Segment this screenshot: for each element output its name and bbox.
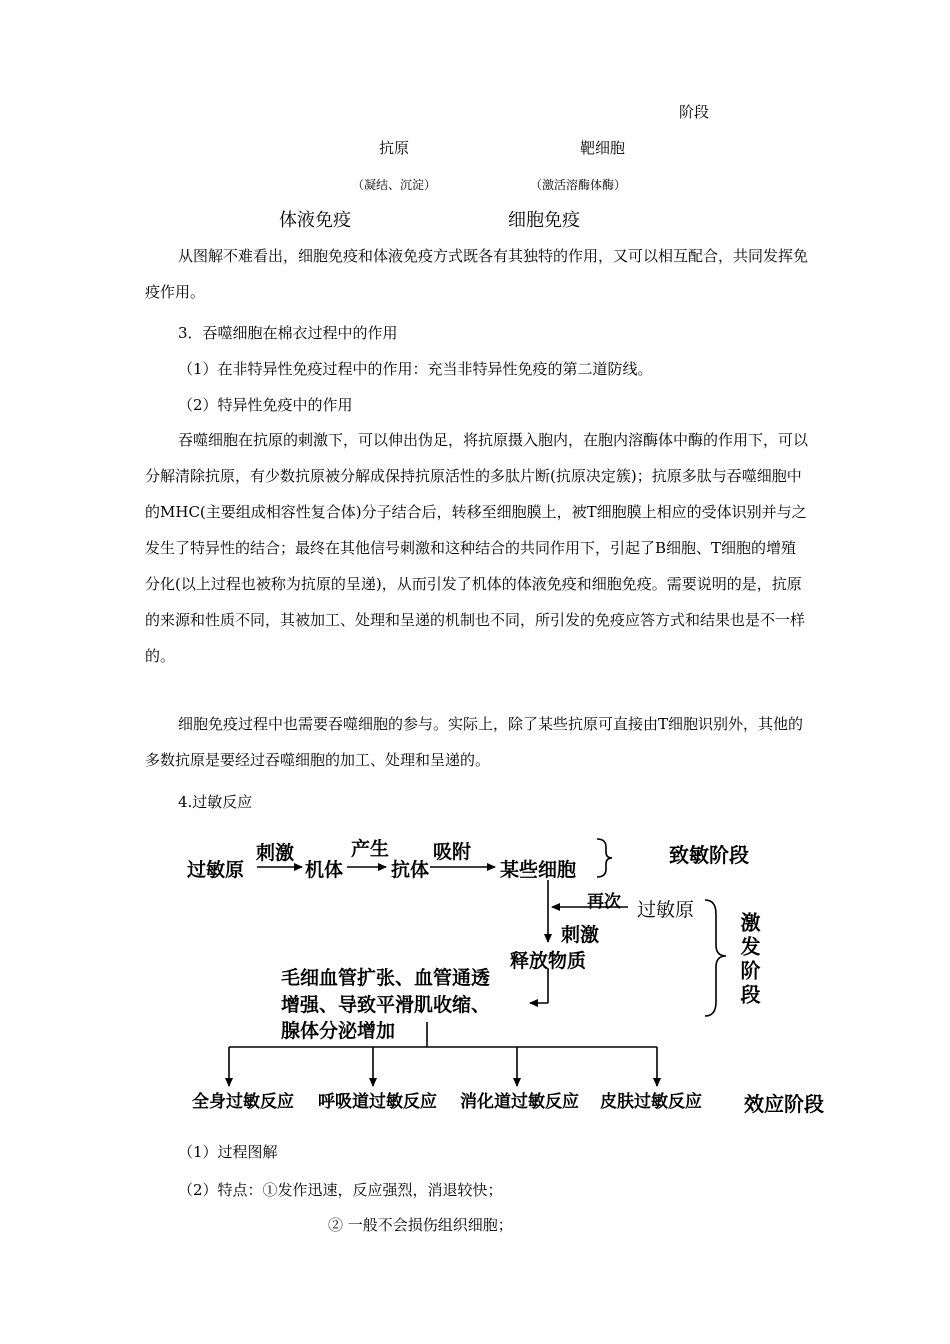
effect-stage-label: 效应阶段 bbox=[744, 1092, 824, 1116]
humoral-immunity-label: 体液免疫 bbox=[279, 210, 351, 231]
antigen-note: （凝结、沉淀） bbox=[352, 178, 437, 192]
heading-section-4: 4.过敏反应 bbox=[178, 793, 253, 811]
list-item-1: （1）在非特异性免疫过程中的作用：充当非特异性免疫的第二道防线。 bbox=[178, 360, 653, 378]
sensitization-stage-label: 致敏阶段 bbox=[669, 843, 749, 867]
stage-label: 阶段 bbox=[679, 103, 710, 121]
stimulate-label: 刺激 bbox=[256, 842, 295, 864]
reaction-systemic: 全身过敏反应 bbox=[192, 1092, 294, 1112]
cellular-immunity-label: 细胞免疫 bbox=[508, 210, 580, 231]
produce-label: 产生 bbox=[351, 838, 390, 860]
footer-item-3: ② 一般不会损伤组织细胞； bbox=[328, 1216, 513, 1234]
paragraph-cellular: 细胞免疫过程中也需要吞噬细胞的参与。实际上，除了某些抗原可直接由T细胞识别外，其他的多数抗原是要经过吞噬细胞的加工、处理和呈递的。 bbox=[145, 715, 804, 769]
effects-line-2: 增强、导致平滑肌收缩、 bbox=[281, 994, 491, 1016]
footer-item-1: （1）过程图解 bbox=[178, 1143, 278, 1161]
activation-stage-label: 激发阶段 bbox=[737, 912, 761, 1008]
effects-line-1: 毛细血管扩张、血管通透 bbox=[281, 967, 491, 989]
reaction-skin: 皮肤过敏反应 bbox=[600, 1092, 702, 1112]
release-substance-label: 释放物质 bbox=[510, 950, 587, 972]
some-cells-label: 某些细胞 bbox=[500, 859, 577, 881]
reaction-digestive: 消化道过敏反应 bbox=[460, 1092, 579, 1112]
antigen-label: 抗原 bbox=[379, 139, 410, 157]
heading-section-3: 3．吞噬细胞在棉衣过程中的作用 bbox=[178, 324, 398, 342]
stimulate-again-label: 刺激 bbox=[561, 924, 600, 946]
allergen-label: 过敏原 bbox=[187, 859, 245, 881]
paragraph-summary: 从图解不难看出，细胞免疫和体液免疫方式既各有其独特的作用，又可以相互配合，共同发挥免疫作用。 bbox=[145, 247, 809, 301]
allergen-again-label: 过敏原 bbox=[637, 899, 695, 921]
footer-item-2: （2）特点：①发作迅速，反应强烈，消退较快； bbox=[178, 1181, 503, 1199]
effects-line-3: 腺体分泌增加 bbox=[281, 1020, 396, 1042]
antibody-label: 抗体 bbox=[391, 859, 430, 881]
list-item-2: （2）特异性免疫中的作用 bbox=[178, 396, 353, 414]
target-cell-label: 靶细胞 bbox=[580, 139, 626, 157]
paragraph-phagocyte: 吞噬细胞在抗原的刺激下，可以伸出伪足，将抗原摄入胞内，在胞内溶酶体中酶的作用下，可以分解清除抗原，有少数抗原被分解成保持抗原活性的多肽片断(抗原决定簇)；抗原多肽与吞噬细胞中的MHC(主要组成相容性复合体)分子结合后，转移至细胞膜上，被T细胞膜上相应的受体识别并与之发生了特异性的结合；最终在其他信号刺激和这种结合的共同作用下，引起了B细胞、T细胞的增殖分化(以上过程也被称为抗原的呈递)，从而引发了机体的体液免疫和细胞免疫。需要说明的是，抗原的来源和性质不同，其被加工、处理和呈递的机制也不同，所引发的免疫应答方式和结果也是不一样的。 bbox=[145, 431, 809, 665]
again-label: 再次 bbox=[587, 892, 621, 912]
target-note: （激活溶酶体酶） bbox=[530, 178, 627, 192]
reaction-respiratory: 呼吸道过敏反应 bbox=[318, 1092, 437, 1112]
body-label: 机体 bbox=[305, 859, 344, 881]
adsorb-label: 吸附 bbox=[433, 841, 472, 863]
